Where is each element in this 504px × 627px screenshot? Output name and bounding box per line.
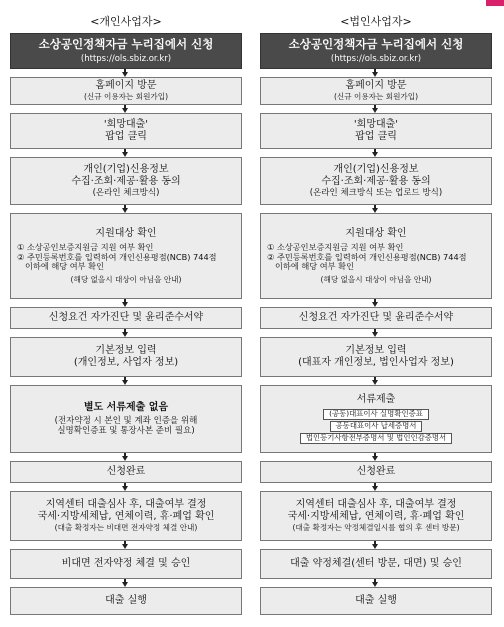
documents-box: [10, 385, 242, 453]
loan-review-note: (대출 확정자는 약정체결일시를 협의 후 센터 방문): [292, 523, 460, 533]
application-complete-label: 신청완료: [356, 466, 396, 477]
eligibility-item-2: ② 주민등록번호를 입력하여 개인신용평점(NCB) 744점: [267, 251, 467, 262]
document-item: (공동)대표이사 실명확인증표: [323, 409, 429, 420]
homepage-visit-note: (신규 이용자는 회원가입): [333, 92, 419, 102]
hope-loan-label: '희망대출': [103, 119, 149, 130]
loan-review-line-2: 국세·지방세체납, 연체이력, 휴·폐업 확인: [37, 511, 215, 523]
homepage-visit-box: [260, 77, 492, 105]
apply-online-box: [10, 33, 242, 69]
column-header: <법인사업자>: [340, 15, 412, 28]
basic-info-detail: (대표자 개인정보, 법인사업자 정보): [298, 357, 454, 368]
consent-method-note: (온라인 체크방식): [92, 187, 160, 198]
documents-box: [260, 385, 492, 453]
loan-review-line-1: 지역센터 대출심사 후, 대출여부 결정: [295, 499, 457, 511]
loan-review-line-2: 국세·지방세체납, 연체이력, 휴·폐업 확인: [287, 511, 465, 523]
basic-info-box: [10, 337, 242, 377]
eligibility-title: 지원대상 확인: [345, 227, 407, 239]
loan-review-note: (대출 확정자는 비대면 전자약정 체결 안내): [54, 523, 198, 533]
contract-approval-box: [260, 549, 492, 579]
consent-label: 수집·조회·제공·활용 동의: [71, 175, 181, 187]
eligibility-note: (해당 없을시 대상이 아님을 안내): [320, 275, 432, 285]
column-header: <개인사업자>: [90, 15, 162, 28]
consent-label: 수집·조회·제공·활용 동의: [321, 175, 431, 187]
required-documents-list: [300, 409, 452, 444]
loan-review-line-1: 지역센터 대출심사 후, 대출여부 결정: [45, 499, 207, 511]
credit-info-title: 개인(기업)신용정보: [333, 163, 419, 175]
homepage-visit-title: 홈페이지 방문: [95, 80, 157, 92]
self-diagnosis-label: 신청요건 자가진단 및 윤리준수서약: [48, 312, 204, 323]
homepage-visit-title: 홈페이지 방문: [345, 80, 407, 92]
eligibility-item-1: ① 소상공인보증지원금 지원 여부 확인: [17, 241, 154, 252]
popup-click-label: 팝업 클릭: [105, 131, 147, 142]
credit-info-consent-box: [260, 157, 492, 205]
credit-info-consent-box: [10, 157, 242, 205]
application-complete-box: [10, 461, 242, 483]
consent-method-note: (온라인 체크방식 또는 업로드 방식): [309, 187, 443, 198]
no-documents-title: 별도 서류제출 없음: [83, 401, 169, 413]
loan-review-box: [10, 491, 242, 541]
documents-note-2: 실명확인증표 및 통장사본 준비 필요): [57, 426, 195, 436]
document-item: 공동대표이사 납세증명서: [330, 421, 423, 432]
eligibility-check-box: [10, 213, 242, 299]
loan-execution-label: 대출 실행: [355, 595, 397, 606]
apply-online-url: (https://ols.sbiz.or.kr): [80, 53, 172, 64]
self-diagnosis-label: 신청요건 자가진단 및 윤리준수서약: [298, 312, 454, 323]
eligibility-item-3: 이하에 해당 여부 확인: [25, 261, 104, 272]
eligibility-item-3: 이하에 해당 여부 확인: [275, 261, 354, 272]
popup-click-label: 팝업 클릭: [355, 131, 397, 142]
contract-approval-label: 대출 약정체결(센터 방문, 대면) 및 승인: [290, 558, 462, 569]
loan-execution-label: 대출 실행: [105, 595, 147, 606]
basic-info-detail: (개인정보, 사업자 정보): [73, 357, 179, 368]
documents-note-1: (전자약정 시 본인 및 계좌 인증을 위해: [54, 415, 198, 426]
basic-info-title: 기본정보 입력: [95, 345, 157, 356]
eligibility-check-box: [260, 213, 492, 299]
contract-approval-label: 비대면 전자약정 체결 및 승인: [61, 558, 191, 569]
individual-business-column: [6, 0, 246, 627]
apply-online-box: [260, 33, 492, 69]
apply-online-url: (https://ols.sbiz.or.kr): [330, 53, 422, 64]
self-diagnosis-box: [10, 307, 242, 329]
hope-loan-label: '희망대출': [353, 119, 399, 130]
apply-online-title: 소상공인정책자금 누리집에서 신청: [38, 37, 214, 51]
credit-info-title: 개인(기업)신용정보: [83, 163, 169, 175]
documents-title: 서류제출: [356, 394, 396, 406]
eligibility-item-2: ② 주민등록번호를 입력하여 개인신용평점(NCB) 744점: [17, 251, 217, 262]
loan-execution-box: [260, 587, 492, 615]
apply-online-title: 소상공인정책자금 누리집에서 신청: [288, 37, 464, 51]
basic-info-title: 기본정보 입력: [345, 345, 407, 356]
hope-loan-popup-box: [260, 113, 492, 149]
loan-review-box: [260, 491, 492, 541]
eligibility-note: (해당 없을시 대상이 아님을 안내): [70, 275, 182, 285]
self-diagnosis-box: [260, 307, 492, 329]
document-item: 법인등기사항전부증명서 및 법인인감증명서: [300, 433, 452, 444]
eligibility-title: 지원대상 확인: [95, 227, 157, 239]
corporate-business-column: [256, 0, 496, 627]
basic-info-box: [260, 337, 492, 377]
loan-execution-box: [10, 587, 242, 615]
homepage-visit-box: [10, 77, 242, 105]
eligibility-item-1: ① 소상공인보증지원금 지원 여부 확인: [267, 241, 404, 252]
contract-approval-box: [10, 549, 242, 579]
application-complete-label: 신청완료: [106, 466, 146, 477]
hope-loan-popup-box: [10, 113, 242, 149]
homepage-visit-note: (신규 이용자는 회원가입): [83, 92, 169, 102]
application-complete-box: [260, 461, 492, 483]
